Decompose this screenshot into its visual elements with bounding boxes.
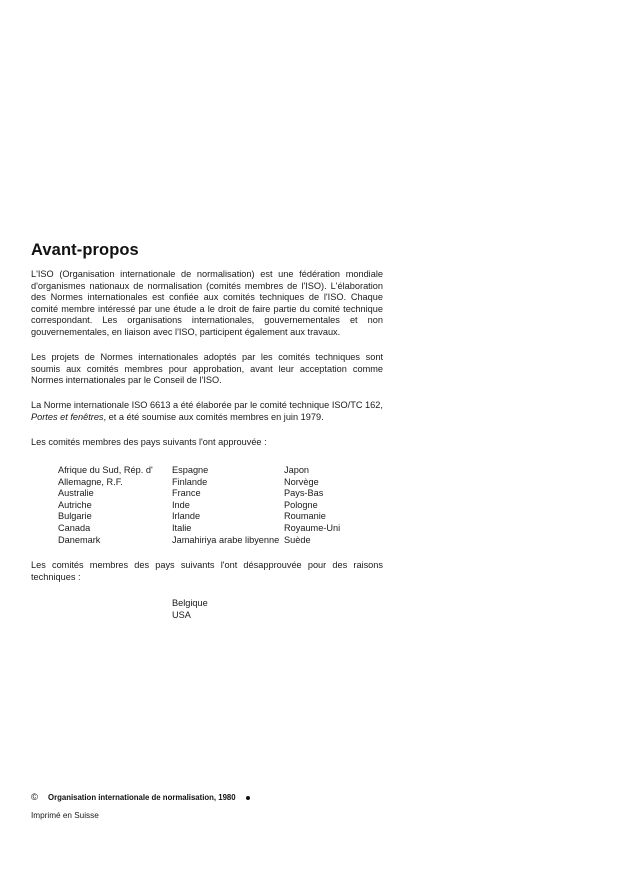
- page-title: Avant-propos: [31, 241, 139, 259]
- country-item: Belgique: [172, 598, 208, 608]
- approved-countries-column-2: [172, 465, 284, 546]
- approved-countries-column-3: [284, 465, 404, 546]
- country-item: Pologne: [284, 499, 318, 510]
- paragraph-standard-origin: [31, 400, 383, 423]
- country-item: Japon: [284, 465, 310, 475]
- paragraph-approved-intro: Les comités membres des pays suivants l'ont approuvée :: [31, 437, 267, 447]
- country-item: Inde: [172, 499, 190, 510]
- committee-title: Portes et fenêtres: [31, 411, 104, 422]
- country-item: Finlande: [172, 476, 208, 487]
- standard-origin-text: La Norme internationale ISO 6613 a été élaborée par le comité technique ISO/TC 162,: [31, 400, 383, 410]
- country-item: Suède: [284, 534, 311, 545]
- country-item: Afrique du Sud, Rép. d': [58, 465, 153, 475]
- country-item: Canada: [58, 522, 91, 533]
- copyright-line: [31, 792, 250, 803]
- country-item: Norvège: [284, 476, 319, 487]
- bullet-icon: [246, 796, 250, 800]
- paragraph-iso-intro: L'ISO (Organisation internationale de normalisation) est une fédération mondiale d'organismes nationaux de normalisation (comités membres de l'ISO). L'élaboration des Normes internationales est confiée aux comités techniques de l'ISO. Chaque comité membre intéressé par une étude a le droit de faire partie du comité technique correspondant. Les organisations internationales, gouvernementales et non gouvernementales, en liaison avec l'ISO, participent également aux travaux.: [31, 269, 383, 337]
- country-item: USA: [172, 609, 191, 620]
- country-item: Roumanie: [284, 511, 326, 522]
- submission-text: , et a été soumise aux comités membres en juin 1979.: [103, 411, 324, 422]
- country-item: France: [172, 488, 201, 499]
- country-item: Allemagne, R.F.: [58, 476, 123, 487]
- copyright-text: Organisation internationale de normalisation, 1980: [48, 793, 236, 802]
- country-item: Italie: [172, 522, 192, 533]
- country-item: Pays-Bas: [284, 488, 324, 499]
- disapproved-countries-list: [172, 598, 208, 621]
- paragraph-disapproved-intro: Les comités membres des pays suivants l'ont désapprouvée pour des raisons techniques :: [31, 560, 383, 582]
- country-item: Danemark: [58, 534, 101, 545]
- country-item: Espagne: [172, 465, 209, 475]
- country-item: Bulgarie: [58, 511, 92, 522]
- country-item: Jamahiriya arabe libyenne: [172, 534, 280, 545]
- approved-countries-column-1: [58, 465, 172, 546]
- country-item: Autriche: [58, 499, 92, 510]
- copyright-icon: ©: [31, 792, 38, 803]
- country-item: Irlande: [172, 511, 201, 522]
- printed-in-note: Imprimé en Suisse: [31, 811, 99, 820]
- paragraph-draft-approval: Les projets de Normes internationales adoptés par les comités techniques sont soumis aux comités membres pour approbation, avant leur acceptation comme Normes internationales par le Conseil de l'ISO.: [31, 352, 383, 386]
- approved-countries-list: [58, 465, 404, 546]
- country-item: Australie: [58, 488, 94, 499]
- country-item: Royaume-Uni: [284, 522, 341, 533]
